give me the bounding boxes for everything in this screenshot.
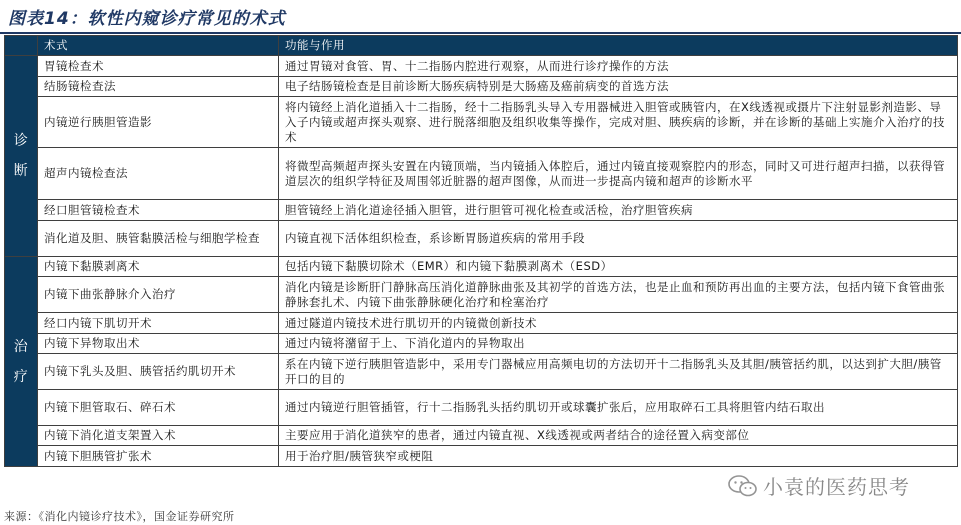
procedure-desc: 通过胃镜对食管、胃、十二指肠内腔进行观察，从而进行诊疗操作的方法 [279, 56, 958, 77]
header-blank [5, 36, 38, 56]
procedure-desc: 通过隧道内镜技术进行肌切开的内镜微创新技术 [279, 313, 958, 334]
title-bar [0, 0, 961, 33]
table-row [5, 313, 958, 334]
table-row [5, 446, 958, 467]
procedure-desc: 将内镜经上消化道插入十二指肠，经十二指肠乳头导入专用器械进入胆管或胰管内，在X线透视或摄片下注射显影剂造影、导入子内镜或超声探头观察、进行脱落细胞及组织收集等操作，完成对胆、胰疾病的诊断，并在诊断的基础上实施介入治疗的技术 [279, 97, 958, 148]
table-row [5, 257, 958, 277]
procedure-name: 内镜下胆管取石、碎石术 [38, 390, 279, 426]
surgery-table [4, 35, 958, 467]
procedure-name: 结肠镜检查法 [38, 77, 279, 97]
procedure-name: 内镜下异物取出术 [38, 334, 279, 354]
table-row [5, 426, 958, 446]
procedure-desc: 用于治疗胆/胰管狭窄或梗阻 [279, 446, 958, 467]
header-procedure: 术式 [38, 36, 279, 56]
procedure-name: 内镜下曲张静脉介入治疗 [38, 277, 279, 313]
procedure-desc: 胆管镜经上消化道途径插入胆管，进行胆管可视化检查或活检，治疗胆管疾病 [279, 200, 958, 221]
procedure-desc: 主要应用于消化道狭窄的患者，通过内镜直视、X线透视或两者结合的途径置入病变部位 [279, 426, 958, 446]
procedure-name: 消化道及胆、胰管黏膜活检与细胞学检查 [38, 221, 279, 257]
table-row [5, 390, 958, 426]
table-row [5, 148, 958, 200]
table-row [5, 277, 958, 313]
procedure-desc: 内镜直视下活体组织检查，系诊断胃肠道疾病的常用手段 [279, 221, 958, 257]
wechat-icon [728, 475, 758, 497]
procedure-name: 内镜逆行胰胆管造影 [38, 97, 279, 148]
source-note: 来源：《消化内镜诊疗技术》，国金证券研究所 [4, 510, 235, 523]
procedure-desc: 消化内镜是诊断肝门静脉高压消化道静脉曲张及其初学的首选方法，也是止血和预防再出血的主要方法，包括内镜下食管曲张静脉套扎术、内镜下曲张静脉硬化治疗和栓塞治疗 [279, 277, 958, 313]
table-row [5, 334, 958, 354]
table-row [5, 97, 958, 148]
table-row [5, 354, 958, 390]
procedure-desc: 通过内镜逆行胆管插管，行十二指肠乳头括约肌切开或球囊扩张后，应用取碎石工具将胆管内结石取出 [279, 390, 958, 426]
procedure-desc: 系在内镜下逆行胰胆管造影中，采用专门器械应用高频电切的方法切开十二指肠乳头及其胆/胰管括约肌，以达到扩大胆/胰管开口的目的 [279, 354, 958, 390]
table-header-row [5, 36, 958, 56]
title-rule [0, 32, 961, 34]
category-treatment: 治疗 [5, 257, 38, 467]
watermark [728, 471, 910, 500]
procedure-name: 超声内镜检查法 [38, 148, 279, 200]
procedure-name: 内镜下消化道支架置入术 [38, 426, 279, 446]
procedure-name: 经口胆管镜检查术 [38, 200, 279, 221]
watermark-text: 小袁的医药思考 [763, 475, 910, 499]
procedure-name: 内镜下黏膜剥离术 [38, 257, 279, 277]
category-diagnosis: 诊断 [5, 56, 38, 257]
table-row [5, 200, 958, 221]
procedure-name: 经口内镜下肌切开术 [38, 313, 279, 334]
table-row [5, 56, 958, 77]
procedure-name: 内镜下胆胰管扩张术 [38, 446, 279, 467]
procedure-desc: 通过内镜将潴留于上、下消化道内的异物取出 [279, 334, 958, 354]
procedure-name: 胃镜检查术 [38, 56, 279, 77]
header-function: 功能与作用 [279, 36, 958, 56]
procedure-name: 内镜下乳头及胆、胰管括约肌切开术 [38, 354, 279, 390]
table-row [5, 221, 958, 257]
procedure-desc: 将微型高频超声探头安置在内镜顶端，当内镜插入体腔后，通过内镜直接观察腔内的形态，同时又可进行超声扫描，以获得管道层次的组织学特征及周围邻近脏器的超声图像，从而进一步提高内镜和超声的诊断水平 [279, 148, 958, 200]
table-row [5, 77, 958, 97]
procedure-desc: 包括内镜下黏膜切除术（EMR）和内镜下黏膜剥离术（ESD） [279, 257, 958, 277]
figure-title: 图表14：软性内窥诊疗常见的术式 [8, 9, 286, 29]
procedure-desc: 电子结肠镜检查是目前诊断大肠疾病特别是大肠癌及癌前病变的首选方法 [279, 77, 958, 97]
